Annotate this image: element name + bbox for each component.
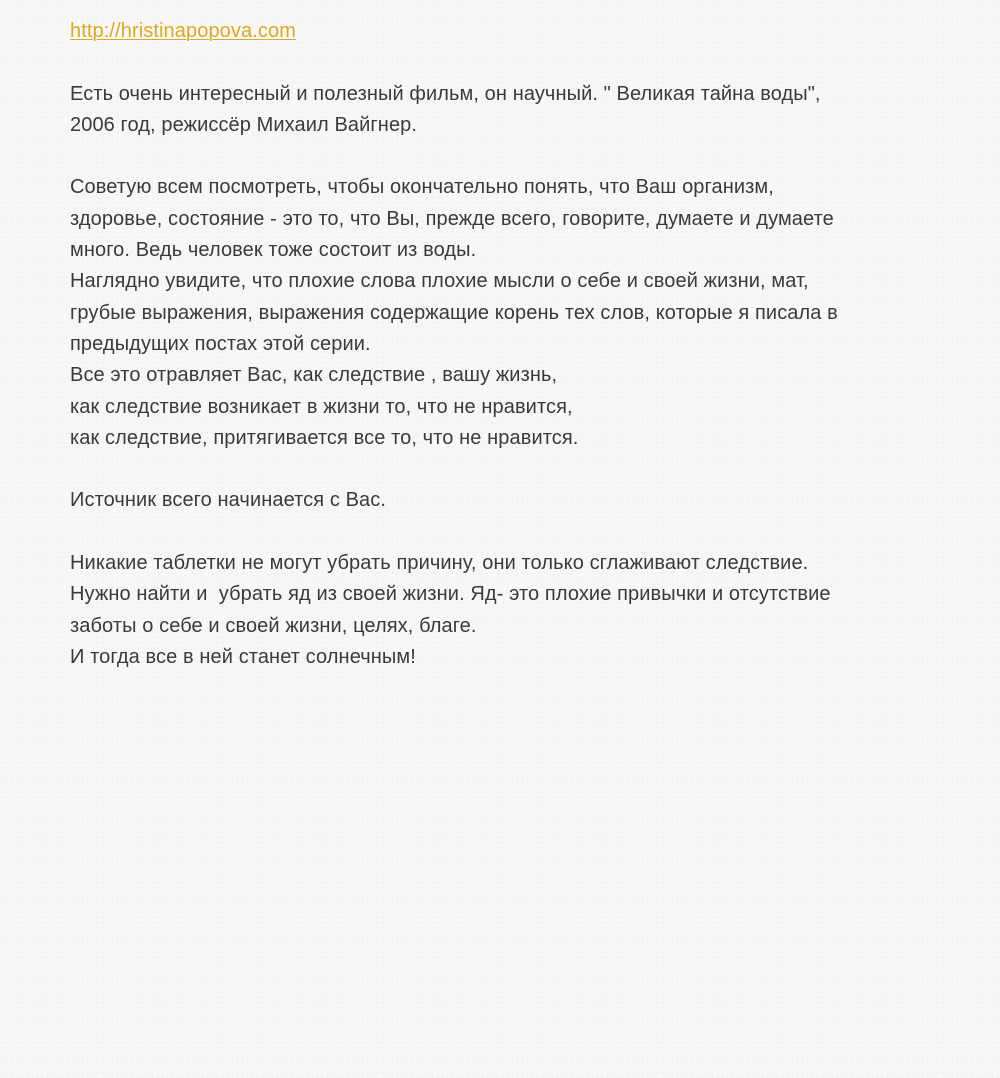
text-line: Есть очень интересный и полезный фильм, он научный. " Великая тайна воды", (70, 82, 821, 105)
text-line: как следствие, притягивается все то, что не нравится. (70, 426, 579, 449)
text-line: предыдущих постах этой серии. (70, 332, 371, 355)
text-line: Нужно найти и убрать яд из своей жизни. Яд- это плохие привычки и отсутствие (70, 583, 831, 606)
text-line: Все это отравляет Вас, как следствие , вашу жизнь, (70, 364, 558, 387)
text-line: Никакие таблетки не могут убрать причину, они только сглаживают следствие. (70, 552, 809, 575)
text-line: Источник всего начинается с Вас. (70, 489, 387, 512)
blank-line (70, 517, 970, 548)
text-line: заботы о себе и своей жизни, целях, благе. (70, 614, 477, 637)
note-body (70, 16, 970, 673)
blank-line (70, 141, 970, 172)
text-line: И тогда все в ней станет солнечным! (70, 645, 416, 668)
blank-line (70, 454, 970, 485)
text-line: много. Ведь человек тоже состоит из воды. (70, 239, 477, 262)
text-line: Советую всем посмотреть, чтобы окончательно понять, что Ваш организм, (70, 176, 774, 199)
text-line: Наглядно увидите, что плохие слова плохие мысли о себе и своей жизни, мат, (70, 270, 809, 293)
text-line: здоровье, состояние - это то, что Вы, прежде всего, говорите, думаете и думаете (70, 207, 834, 230)
website-link[interactable]: http://hristinapopova.com (70, 20, 296, 42)
text-line: как следствие возникает в жизни то, что не нравится, (70, 395, 573, 418)
note-link-line (70, 16, 970, 47)
blank-line (70, 47, 970, 78)
text-line: грубые выражения, выражения содержащие корень тех слов, которые я писала в (70, 301, 838, 324)
text-line: 2006 год, режиссёр Михаил Вайгнер. (70, 113, 418, 136)
